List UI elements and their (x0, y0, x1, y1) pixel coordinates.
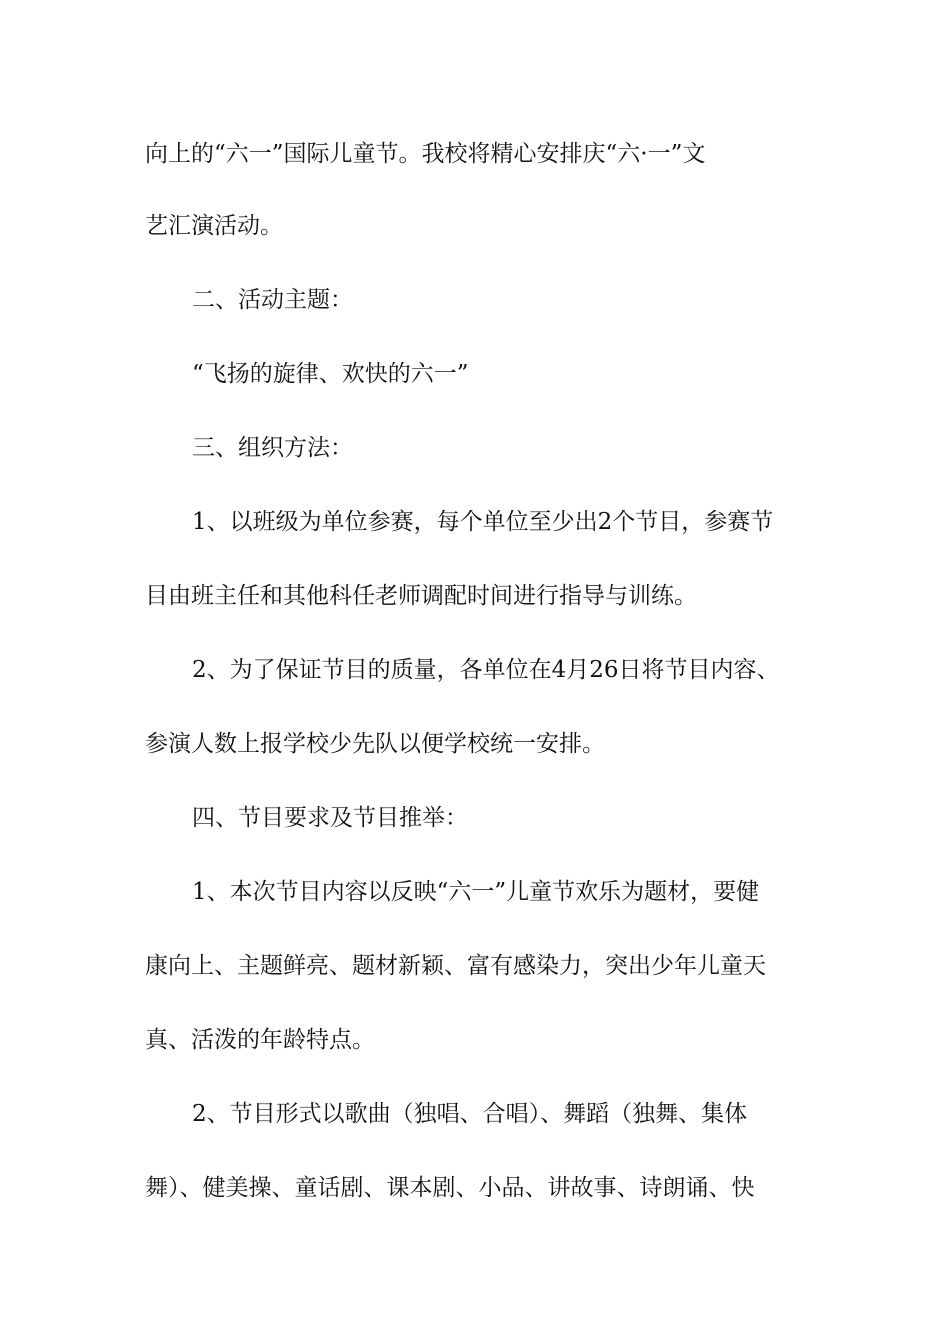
theme-slogan: “飞扬的旋律、欢快的六一” (192, 361, 469, 387)
section-heading-requirements: 四、节目要求及节目推举： (192, 805, 468, 831)
text-line-1: 向上的“六一”国际儿童节。我校将精心安排庆“六·一”文 (145, 141, 706, 167)
section-heading-organization: 三、组织方法： (192, 435, 353, 461)
text-line-13: 真、活泼的年龄特点。 (145, 1027, 375, 1053)
text-line-7: 目由班主任和其他科任老师调配时间进行指导与训练。 (145, 583, 697, 609)
text-line-2: 艺汇演活动。 (145, 213, 283, 239)
text-line-11: 1、本次节目内容以反映“六一”儿童节欢乐为题材，要健 (192, 879, 760, 905)
text-line-12: 康向上、主题鲜亮、题材新颖、富有感染力，突出少年儿童天 (145, 953, 766, 979)
text-line-6: 1、以班级为单位参赛，每个单位至少出2个节目，参赛节 (192, 509, 774, 535)
text-line-8: 2、为了保证节目的质量，各单位在4月26日将节目内容、 (192, 657, 780, 683)
text-line-15: 舞）、健美操、童话剧、课本剧、小品、讲故事、诗朗诵、快 (145, 1175, 755, 1201)
text-line-14: 2、节目形式以歌曲（独唱、合唱）、舞蹈（独舞、集体 (192, 1101, 748, 1127)
section-heading-theme: 二、活动主题： (192, 287, 353, 313)
text-line-9: 参演人数上报学校少先队以便学校统一安排。 (145, 731, 605, 757)
